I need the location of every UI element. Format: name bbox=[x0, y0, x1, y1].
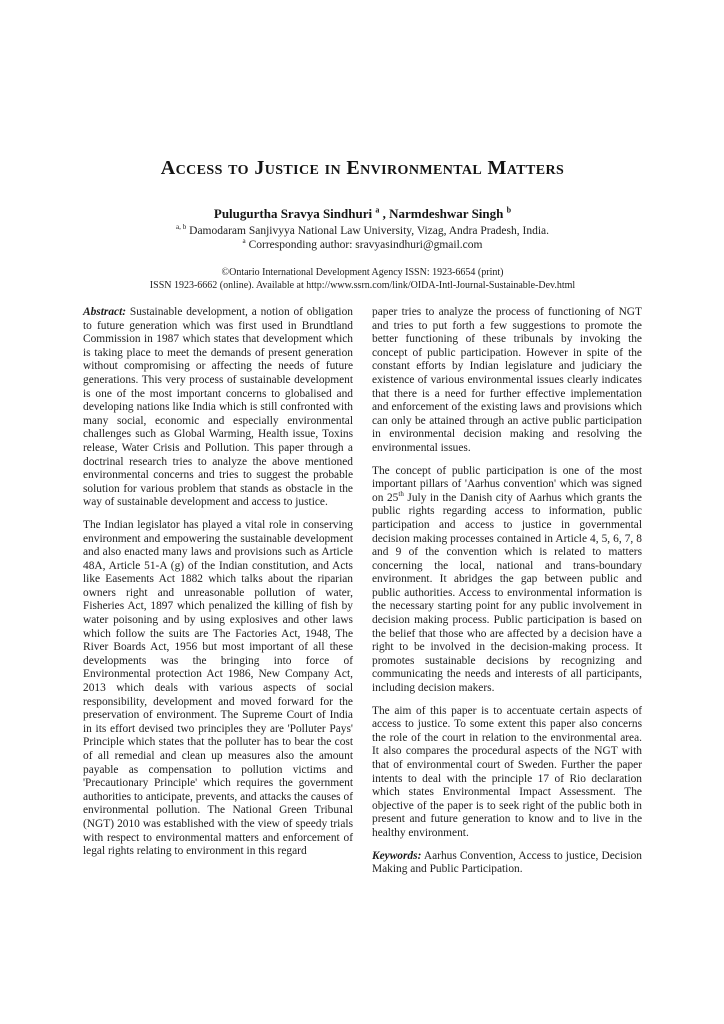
author-2: Narmdeshwar Singh bbox=[389, 206, 507, 221]
keywords-text: Aarhus Convention, Access to justice, Decision Making and Public Participation. bbox=[372, 849, 642, 876]
abstract-label: Abstract: bbox=[83, 306, 127, 318]
author-1-superscript: a bbox=[375, 205, 380, 215]
authors-line bbox=[83, 206, 642, 222]
affiliation-superscript: a, b bbox=[175, 223, 187, 232]
corresponding-author-line bbox=[83, 239, 642, 251]
publisher-block bbox=[83, 267, 642, 292]
publisher-issn-online: ISSN 1923-6662 (online). Available at http://www.ssrn.com/link/OIDA-Intl-Journal-Sustainable-Dev.html bbox=[149, 279, 576, 291]
authors-separator: , bbox=[379, 206, 390, 221]
right-paragraph-1: paper tries to analyze the process of functioning of NGT and tries to put forth a few suggestions to promote the better functioning of these tribunals by invoking the concept of public participation. However in spite of the constant efforts by Indian legislature and judiciary the existence of various environmental issues clearly indicates that there is a need for further effective implementation and enforcement of the existing laws and provisions which can only be attained through an active public participation in environmental decision making and resolving the environmental issues. bbox=[372, 306, 642, 454]
affiliation-text: Damodaram Sanjivyya National Law University, Vizag, Andra Pradesh, India. bbox=[186, 225, 550, 237]
keywords-paragraph bbox=[372, 850, 642, 877]
right-paragraph-3: The aim of this paper is to accentuate certain aspects of access to justice. To some extent this paper also concerns the role of the court in relation to the environmental area. It also compares the procedural aspects of the NGT with that of environmental court of Sweden. Further the paper intents to deal with the principle 17 of Rio declaration which states Environmental Impact Assessment. The objective of the paper is to seek right of the public both in present and future generation to know and to live in the healthy environment. bbox=[372, 704, 642, 839]
right-column bbox=[372, 306, 642, 886]
left-column bbox=[83, 306, 353, 886]
right-paragraph-2-text-a: The concept of public participation is one of the most important pillars of 'Aarhus convention' which was signed on 25 bbox=[372, 464, 642, 504]
affiliation-line bbox=[83, 225, 642, 237]
paper-title: Access to Justice in Environmental Matters bbox=[160, 157, 565, 179]
author-1: Pulugurtha Sravya Sindhuri bbox=[213, 206, 376, 221]
abstract-paragraph bbox=[83, 306, 353, 510]
publisher-issn-print: ©Ontario International Development Agency ISSN: 1923-6654 (print) bbox=[221, 267, 504, 278]
right-paragraph-2-text-b: July in the Danish city of Aarhus which grants the public rights regarding access to information, public participation and access to justice in governmental decision making processes contained in Article 4, 5, 6, 7, 8 and 9 of the convention which is related to matters concerning the local, national and trans-boundary environment. It abridges the gap between public and public authorities. Access to environmental information is the necessary starting point for any public involvement in decision making process. Public participation is based on the belief that those who are affected by a decision have a right to be involved in the decision-making process. It promotes sustainable decisions by recognizing and communicating the needs and interests of all participants, including decision makers. bbox=[372, 491, 642, 695]
left-paragraph-2: The Indian legislator has played a vital role in conserving environment and empowering the sustainable development and also enacted many laws and provisions such as Article 48A, Article 51-A (g) of the Indian constitution, and Acts like Easements Act 1882 which talks about the riparian owners right and unreasonable pollution of water, Fisheries Act, 1897 which penalized the killing of fish by water poisoning and by using explosives and other laws which follow the suits are The Factories Act, 1948, The River Boards Act, 1956 but most important of all these developments was the bringing into force of Environmental protection Act 1986, New Company Act, 2013 which deals with various aspects of social responsibility, development and moved forward for the preservation of environment. The Supreme Court of India in its effort devised two principles they are 'Polluter Pays' Principle which states that the polluter has to bear the cost of all remedial and clean up measures also the amount payable as compensation to pollution victims and 'Precautionary Principle' which requires the government authorities to anticipate, prevents, and attacks the causes of environmental pollution. The National Green Tribunal (NGT) 2010 was established with the view of speedy trials with respect to environmental matters and enforcement of legal rights relating to environment in this regard bbox=[83, 518, 353, 858]
keywords-label: Keywords: bbox=[372, 849, 422, 862]
ordinal-superscript: th bbox=[398, 489, 404, 498]
author-2-superscript: b bbox=[506, 205, 512, 215]
abstract-text: Sustainable development, a notion of obligation to future generation which was first used in Brundtland Commission in 1987 which states that development which is taking place to meet the demands of present generation without compromising or affecting the needs of future generations. This very process of sustainable development is one of the most important concerns to globalised and developing nations like India which is still confronted with many social, economic and especially environmental challenges such as Global Warming, Health issue, Toxins release, Water Crisis and Pollution. This paper through a doctrinal research tries to analyze the above mentioned environmental concerns and tries to suggest the probable solution for various problem that stands as obstacle in the way of sustainable development and access to justice. bbox=[83, 306, 353, 509]
body-columns bbox=[83, 306, 642, 886]
corresponding-superscript: a bbox=[242, 237, 246, 246]
right-paragraph-2 bbox=[372, 465, 642, 696]
corresponding-text: Corresponding author: sravyasindhuri@gmail.com bbox=[245, 239, 483, 251]
